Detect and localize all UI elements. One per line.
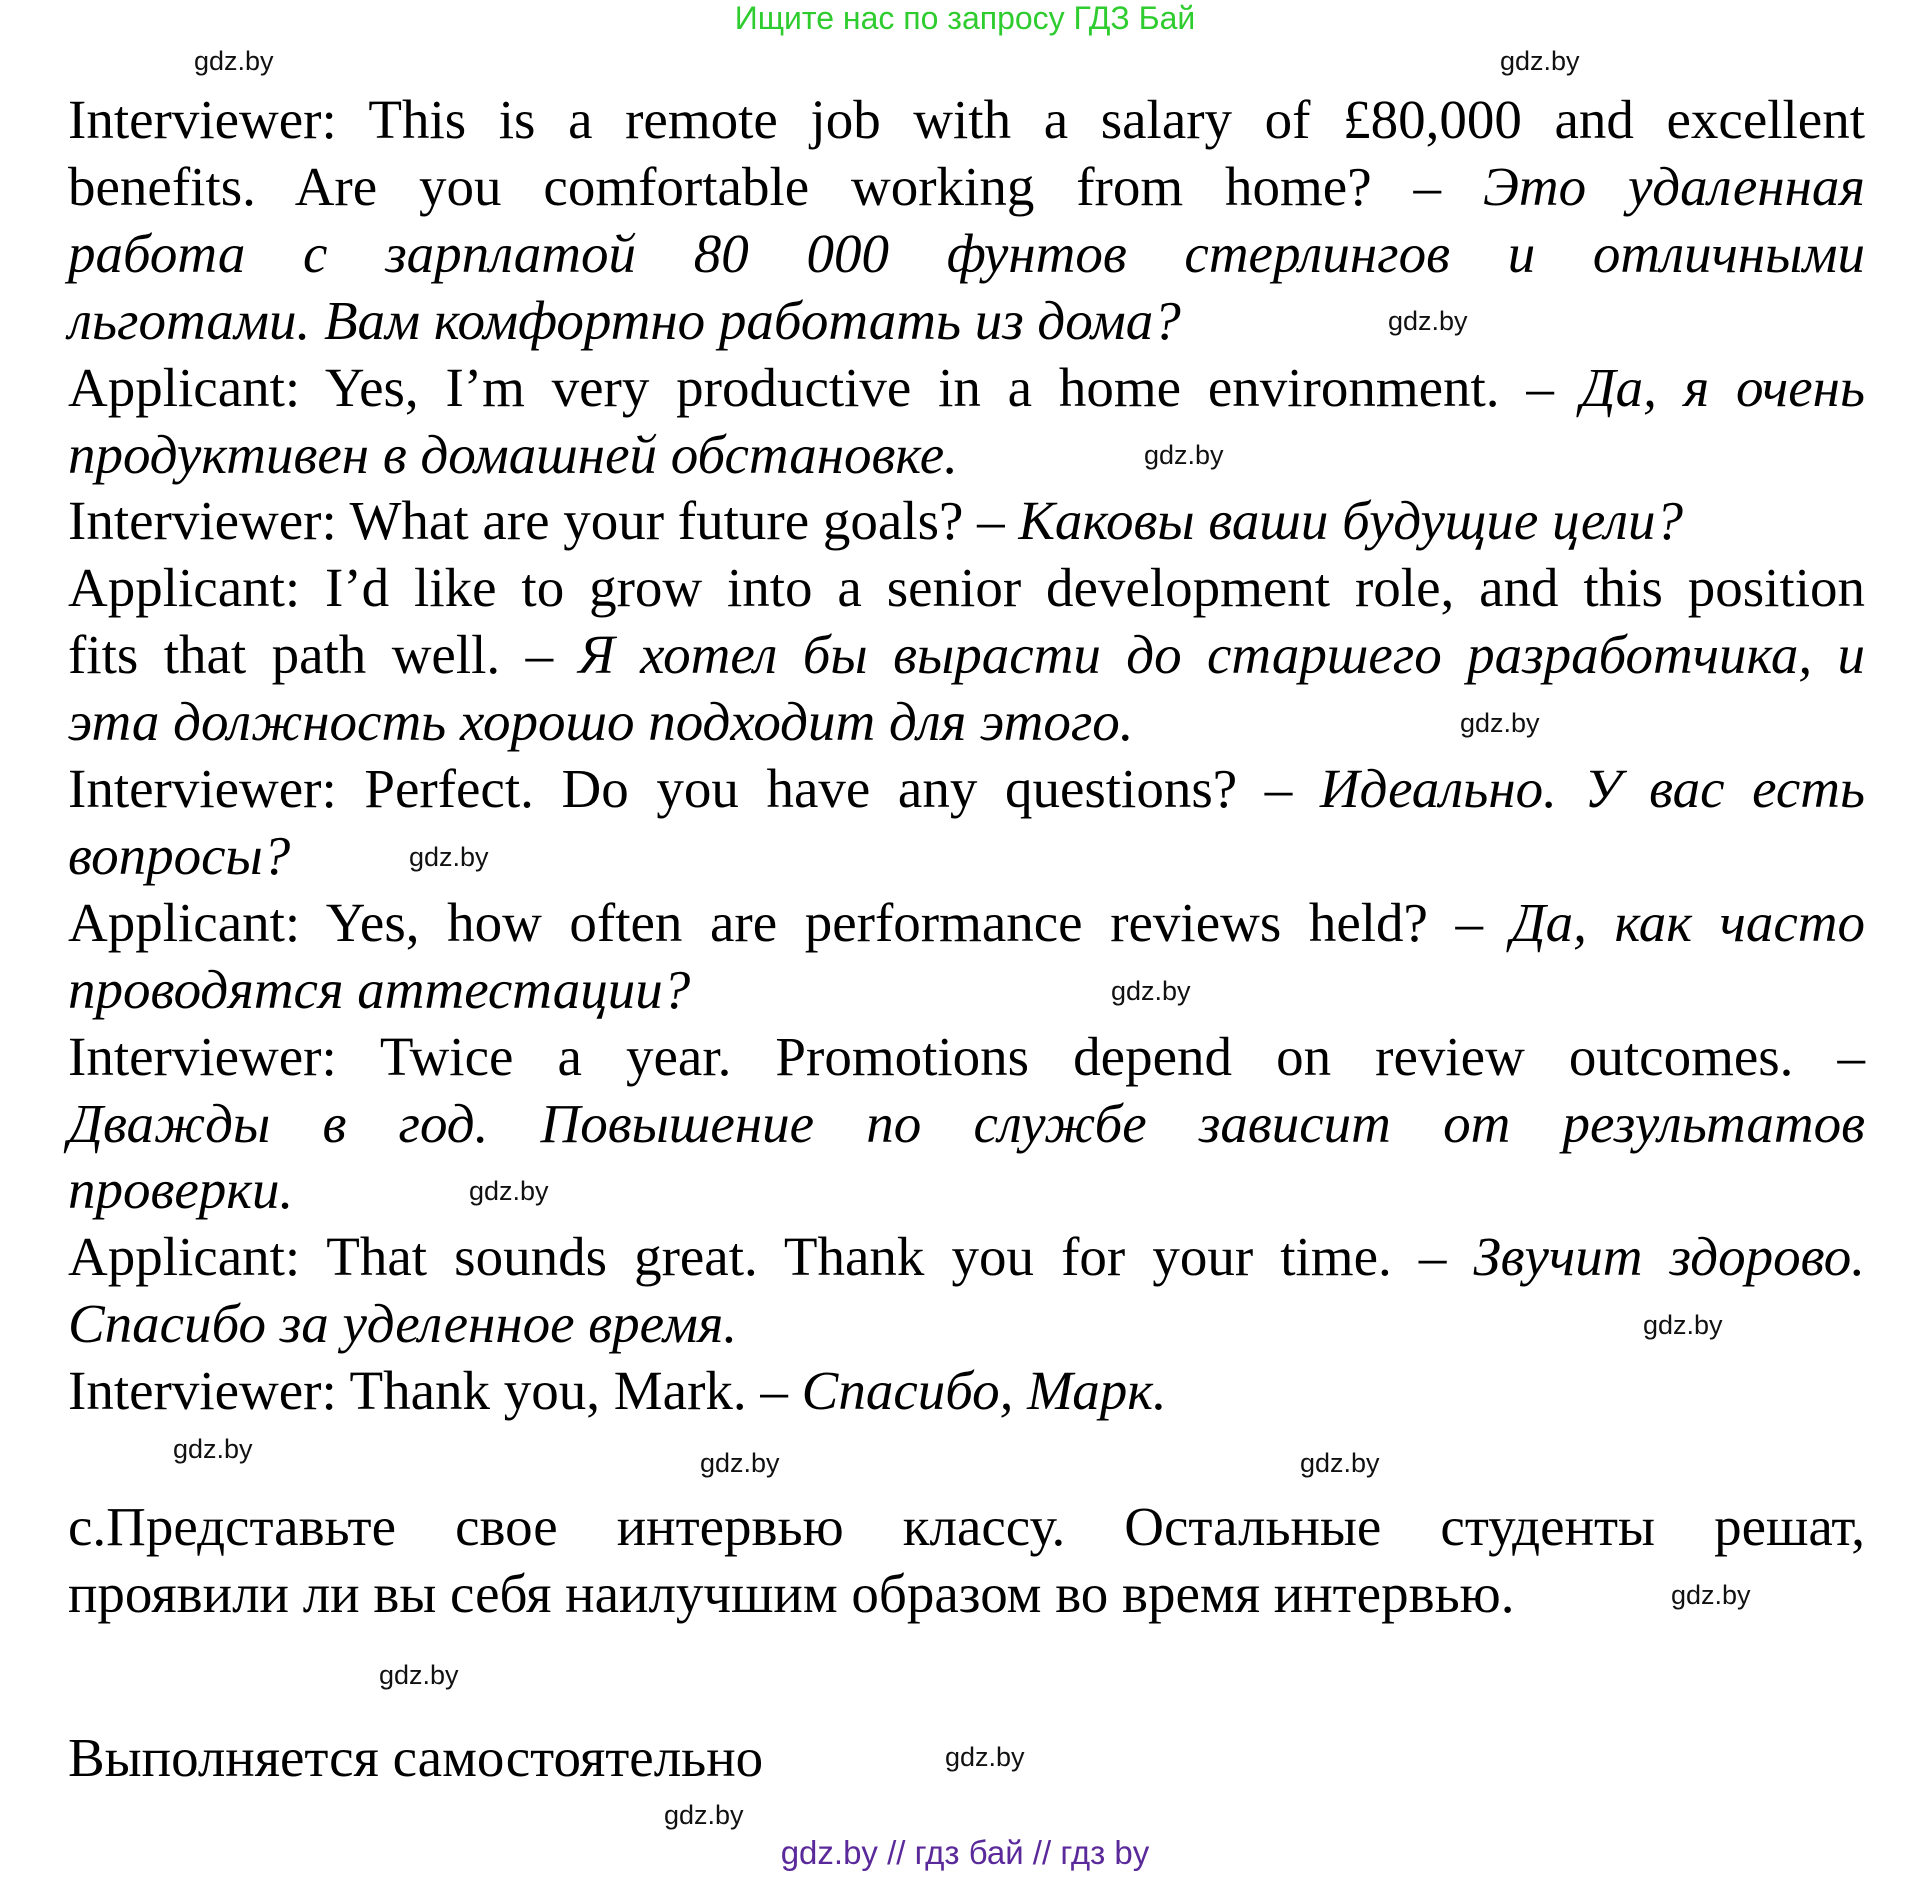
english-text: Applicant: That sounds great. Thank you for your time. – bbox=[68, 1226, 1474, 1287]
russian-translation: Да, я очень bbox=[1580, 357, 1865, 418]
dialogue-line bbox=[68, 153, 1865, 220]
english-text: fits that path well. – bbox=[68, 624, 579, 685]
watermark: gdz.by bbox=[1388, 306, 1468, 336]
dialogue-line bbox=[68, 1223, 1865, 1290]
watermark: gdz.by bbox=[469, 1176, 549, 1206]
watermark: gdz.by bbox=[173, 1434, 253, 1464]
dialogue-line bbox=[68, 1357, 1167, 1424]
dialogue-line bbox=[68, 86, 1865, 153]
dialogue-line bbox=[68, 287, 1181, 354]
russian-translation: Я хотел бы вырасти до старшего разработчика, и bbox=[578, 624, 1866, 685]
english-text: Interviewer: Perfect. Do you have any questions? – bbox=[68, 758, 1320, 819]
russian-translation: Спасибо, Марк. bbox=[801, 1360, 1167, 1421]
watermark: gdz.by bbox=[1460, 708, 1540, 738]
watermark: gdz.by bbox=[194, 46, 274, 76]
russian-translation: работа с зарплатой 80 000 фунтов стерлингов и отличными bbox=[68, 223, 1865, 284]
dialogue-line bbox=[68, 1156, 293, 1223]
watermark: gdz.by bbox=[1671, 1580, 1751, 1610]
dialogue-line bbox=[68, 421, 958, 488]
dialogue-line bbox=[68, 220, 1865, 287]
english-text: Interviewer: This is a remote job with a salary of £80,000 and excellent bbox=[68, 89, 1865, 150]
english-text: Interviewer: Twice a year. Promotions depend on review outcomes. – bbox=[68, 1026, 1865, 1087]
watermark: gdz.by bbox=[1300, 1448, 1380, 1478]
russian-translation: Идеально. У вас есть bbox=[1319, 758, 1865, 819]
watermark: gdz.by bbox=[1144, 440, 1224, 470]
russian-translation: проводятся аттестации? bbox=[68, 959, 691, 1020]
dialogue-line bbox=[68, 1023, 1865, 1090]
english-text: Applicant: Yes, I’m very productive in a home environment. – bbox=[68, 357, 1581, 418]
dialogue-line bbox=[68, 487, 1683, 554]
dialogue-line bbox=[68, 889, 1865, 956]
watermark: gdz.by bbox=[379, 1660, 459, 1690]
watermark: gdz.by bbox=[664, 1800, 744, 1830]
english-text: c.Представьте свое интервью классу. Остальные студенты решат, bbox=[68, 1496, 1865, 1557]
russian-translation: продуктивен в домашней обстановке. bbox=[68, 424, 958, 485]
search-banner: Ищите нас по запросу ГДЗ Бай bbox=[734, 0, 1196, 36]
english-text: Applicant: Yes, how often are performance reviews held? – bbox=[68, 892, 1511, 953]
dialogue-line bbox=[68, 755, 1865, 822]
russian-translation: эта должность хорошо подходит для этого. bbox=[68, 691, 1134, 752]
russian-translation: льготами. Вам комфортно работать из дома? bbox=[68, 290, 1181, 351]
english-text: Interviewer: What are your future goals? – bbox=[68, 490, 1019, 551]
watermark: gdz.by bbox=[700, 1448, 780, 1478]
dialogue-line bbox=[68, 1090, 1865, 1157]
footer-links[interactable]: gdz.by // гдз бай // гдз by bbox=[780, 1834, 1150, 1871]
russian-translation: Звучит здорово. bbox=[1473, 1226, 1865, 1287]
russian-translation: проверки. bbox=[68, 1159, 294, 1220]
dialogue-line bbox=[68, 621, 1865, 688]
russian-translation: Это удаленная bbox=[1482, 156, 1865, 217]
dialogue-line bbox=[68, 1290, 737, 1357]
watermark: gdz.by bbox=[409, 842, 489, 872]
russian-translation: Дважды в год. Повышение по службе зависит от результатов bbox=[68, 1093, 1865, 1154]
english-text: benefits. Are you comfortable working from home? – bbox=[68, 156, 1483, 217]
task-line bbox=[68, 1493, 1865, 1560]
english-text: Interviewer: Thank you, Mark. – bbox=[68, 1360, 802, 1421]
dialogue-line bbox=[68, 688, 1134, 755]
russian-translation: Спасибо за уделенное время. bbox=[68, 1293, 738, 1354]
russian-translation: вопросы? bbox=[68, 825, 291, 886]
task-line bbox=[68, 1560, 1515, 1627]
dialogue-line bbox=[68, 554, 1865, 621]
russian-translation: Да, как часто bbox=[1510, 892, 1865, 953]
answer-text: Выполняется самостоятельно bbox=[68, 1727, 764, 1788]
watermark: gdz.by bbox=[945, 1742, 1025, 1772]
dialogue-line bbox=[68, 956, 690, 1023]
english-text: Applicant: I’d like to grow into a senior development role, and this position bbox=[68, 557, 1865, 618]
watermark: gdz.by bbox=[1643, 1310, 1723, 1340]
watermark: gdz.by bbox=[1111, 976, 1191, 1006]
english-text: проявили ли вы себя наилучшим образом во время интервью. bbox=[68, 1563, 1515, 1624]
dialogue-line bbox=[68, 822, 290, 889]
dialogue-line bbox=[68, 354, 1865, 421]
watermark: gdz.by bbox=[1500, 46, 1580, 76]
russian-translation: Каковы ваши будущие цели? bbox=[1018, 490, 1683, 551]
